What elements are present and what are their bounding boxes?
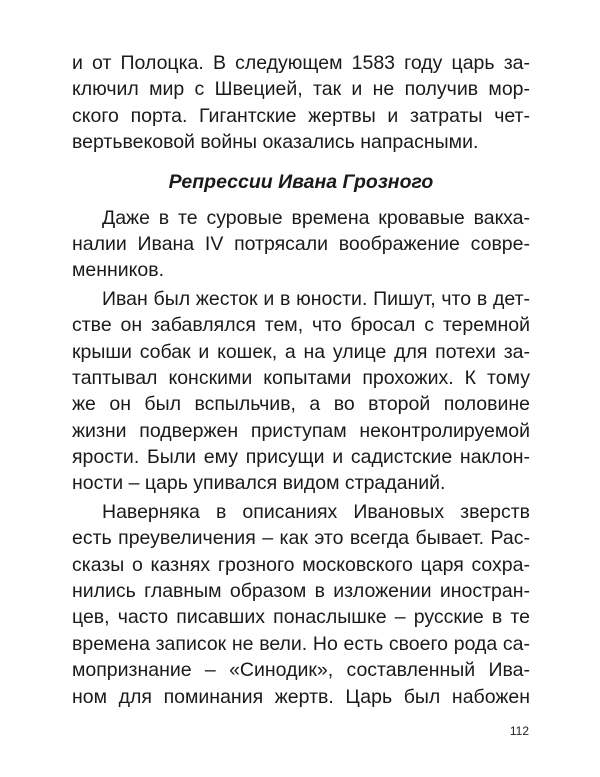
text-line: нились главным образом в изложении иностран- (72, 580, 530, 603)
paragraph (72, 205, 530, 284)
paragraph (72, 286, 530, 497)
text-line: мопризнание – «Синодик», составленный Ива- (72, 659, 530, 682)
text-line: вертьвековой войны оказались напрасными. (72, 131, 479, 154)
paragraph (72, 499, 530, 710)
text-line: жизни подвержен приступам неконтролируемой (72, 419, 530, 442)
paragraph (72, 50, 530, 156)
text-line: менников. (72, 259, 165, 282)
text-line: налии Ивана IV потрясали воображение совре- (72, 232, 530, 255)
text-line: ского порта. Гигантские жертвы и затраты чет- (72, 104, 530, 127)
text-line: крыши собак и кошек, а на улице для потехи за- (72, 340, 530, 363)
text-line: стве он забавлялся тем, что бросал с теремной (72, 314, 530, 337)
page-body (72, 50, 530, 710)
text-line: ном для поминания жертв. Царь был набожен (72, 685, 530, 708)
text-line: Даже в те суровые времена кровавые вакха- (102, 206, 530, 229)
text-line: ключил мир с Швецией, так и не получив мор- (72, 78, 530, 101)
text-line: таптывал конскими копытами прохожих. К тому (72, 366, 530, 389)
text-line: ярости. Были ему присущи и садистские наклон- (72, 446, 530, 469)
text-line: Иван был жесток и в юности. Пишут, что в дет- (102, 287, 530, 310)
text-line: и от Полоцка. В следующем 1583 году царь за- (72, 52, 530, 74)
text-line: времена записок не вели. Но есть своего рода са- (72, 632, 530, 655)
text-line: сказы о казнях грозного московского царя сохра- (72, 553, 530, 576)
text-line: цев, часто писавших понаслышке – русские в те (72, 606, 530, 629)
text-line: Наверняка в описаниях Ивановых зверств (102, 500, 530, 523)
section-heading: Репрессии Ивана Грозного (168, 170, 434, 193)
page-number: 112 (509, 724, 529, 738)
text-line: ности – царь упивался видом страданий. (72, 472, 446, 495)
text-line: есть преувеличения – как это всегда бывает. Рас- (72, 527, 530, 550)
text-line: же он был вспыльчив, а во второй половине (72, 393, 530, 416)
